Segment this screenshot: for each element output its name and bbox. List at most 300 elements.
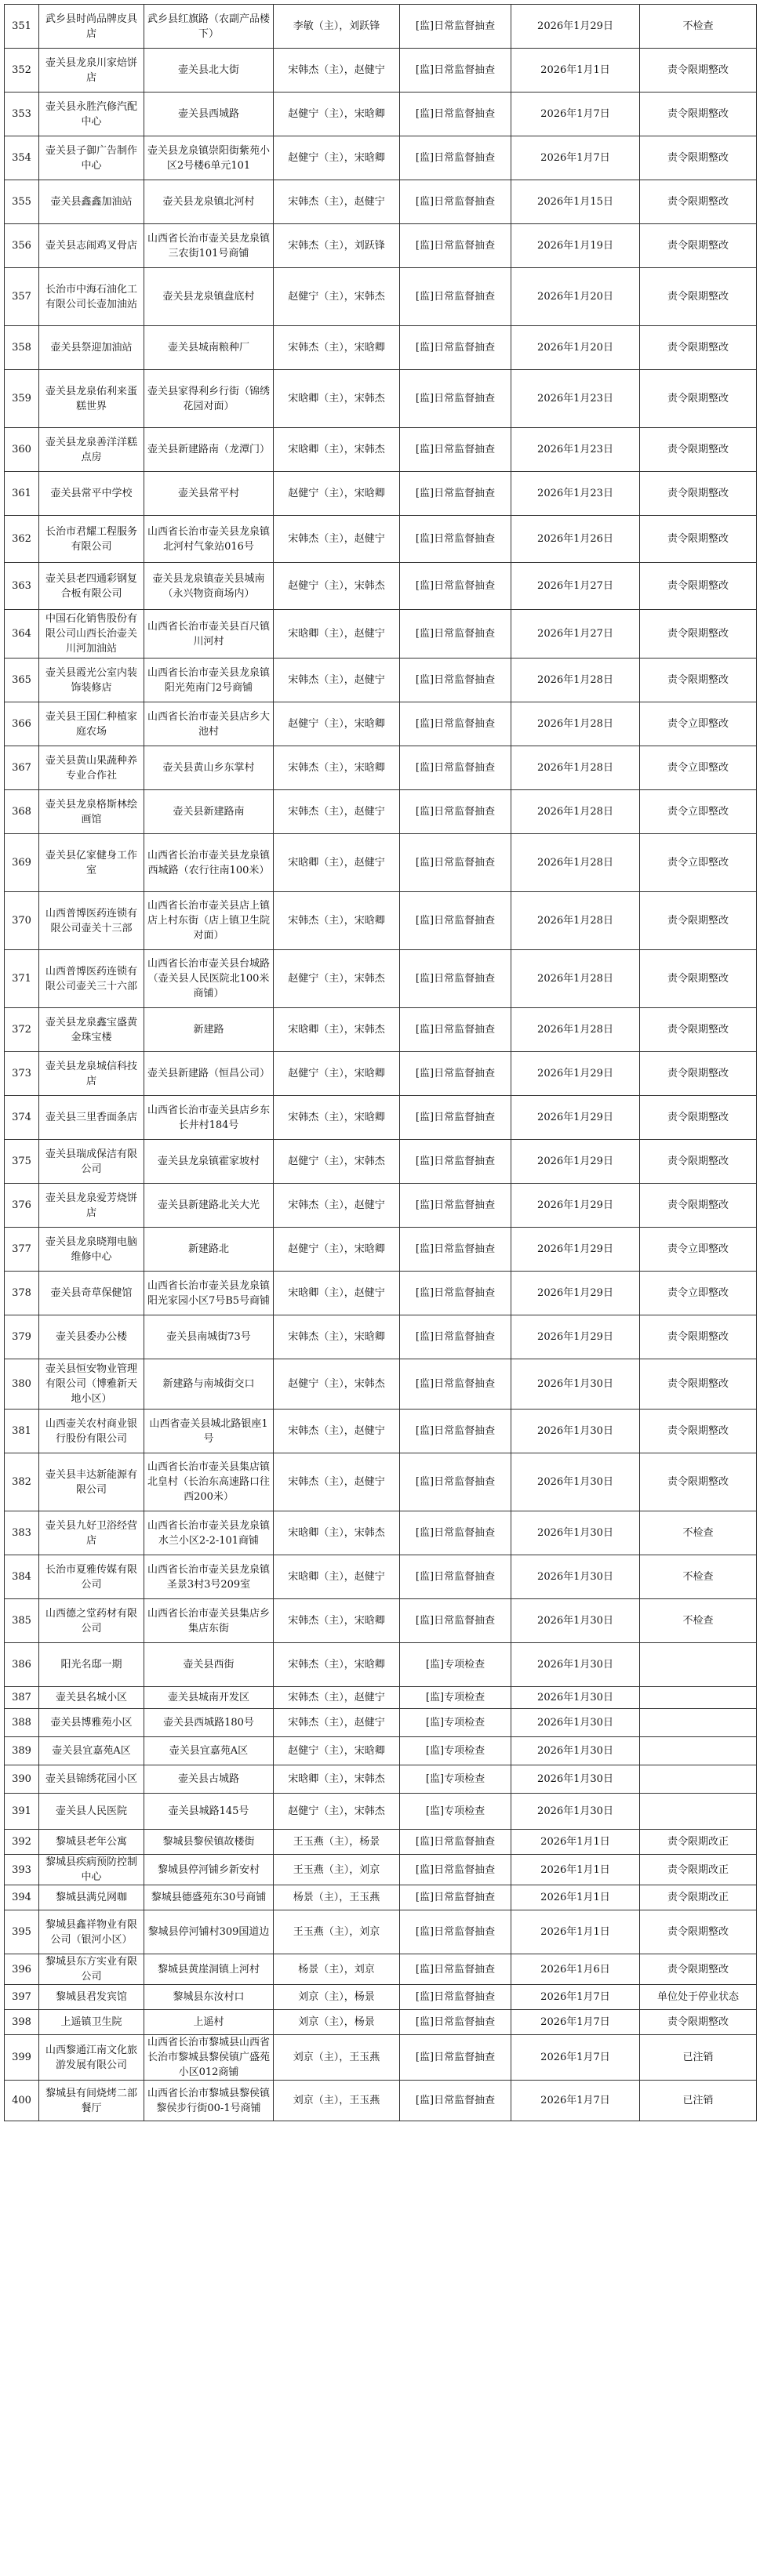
table-row (5, 472, 757, 516)
cell-type: [监]专项检查 (400, 1737, 511, 1765)
cell-name: 壶关县龙泉善洋洋糕点房 (39, 428, 144, 472)
cell-name: 壶关县三里香面条店 (39, 1096, 144, 1140)
cell-index: 367 (5, 746, 39, 790)
cell-name: 长治市夏雅传媒有限公司 (39, 1555, 144, 1599)
cell-date: 2026年1月26日 (511, 516, 640, 563)
cell-type: [监]日常监督抽查 (400, 49, 511, 93)
cell-date: 2026年1月28日 (511, 1008, 640, 1052)
cell-inspectors: 宋韩杰（主），赵健宁 (274, 1184, 400, 1228)
cell-inspectors: 赵健宁（主），宋晗卿 (274, 1228, 400, 1272)
cell-result: 责令立即整改 (640, 834, 757, 892)
cell-result: 责令限期整改 (640, 326, 757, 370)
table-row (5, 1954, 757, 1985)
cell-index: 374 (5, 1096, 39, 1140)
cell-index: 351 (5, 5, 39, 49)
cell-address: 山西省长治市壶关县店上镇店上村东街（店上镇卫生院对面） (144, 892, 274, 950)
cell-name: 壶关县委办公楼 (39, 1315, 144, 1359)
cell-address: 黎城县停河铺村309国道边 (144, 1910, 274, 1954)
cell-address: 黎城县德盛苑东30号商铺 (144, 1885, 274, 1910)
cell-index: 400 (5, 2081, 39, 2121)
cell-result: 责令限期改正 (640, 1885, 757, 1910)
cell-inspectors: 赵健宁（主），宋晗卿 (274, 93, 400, 136)
cell-address: 壶关县西城路 (144, 93, 274, 136)
cell-date: 2026年1月27日 (511, 563, 640, 610)
cell-result: 不检查 (640, 1511, 757, 1555)
cell-inspectors: 宋晗卿（主），宋韩杰 (274, 428, 400, 472)
cell-inspectors: 宋韩杰（主），赵健宁 (274, 659, 400, 702)
cell-inspectors: 宋晗卿（主），赵健宁 (274, 834, 400, 892)
cell-date: 2026年1月23日 (511, 370, 640, 428)
cell-date: 2026年1月30日 (511, 1709, 640, 1737)
cell-address: 壶关县龙泉镇壶关县城南（永兴物资商场内） (144, 563, 274, 610)
table-row (5, 5, 757, 49)
cell-result: 责令限期改正 (640, 1855, 757, 1885)
cell-date: 2026年1月1日 (511, 1885, 640, 1910)
cell-type: [监]日常监督抽查 (400, 472, 511, 516)
cell-address: 壶关县新建路北关大光 (144, 1184, 274, 1228)
table-row (5, 1855, 757, 1885)
cell-address: 新建路 (144, 1008, 274, 1052)
table-row (5, 1453, 757, 1511)
cell-type: [监]日常监督抽查 (400, 1096, 511, 1140)
cell-type: [监]专项检查 (400, 1765, 511, 1794)
cell-address: 壶关县龙泉镇霍家坡村 (144, 1140, 274, 1184)
cell-date: 2026年1月29日 (511, 1096, 640, 1140)
cell-inspectors: 赵健宁（主），宋晗卿 (274, 472, 400, 516)
table-row (5, 2035, 757, 2081)
cell-result: 责令限期整改 (640, 516, 757, 563)
cell-index: 388 (5, 1709, 39, 1737)
cell-date: 2026年1月7日 (511, 93, 640, 136)
cell-address: 山西省长治市壶关县百尺镇川河村 (144, 610, 274, 659)
cell-name: 壶关县祭迎加油站 (39, 326, 144, 370)
cell-inspectors: 宋晗卿（主），宋韩杰 (274, 1008, 400, 1052)
cell-address: 壶关县古城路 (144, 1765, 274, 1794)
table-row (5, 224, 757, 268)
cell-inspectors: 杨景（主），刘京 (274, 1954, 400, 1985)
cell-date: 2026年1月23日 (511, 428, 640, 472)
cell-inspectors: 李敏（主），刘跃锋 (274, 5, 400, 49)
cell-date: 2026年1月28日 (511, 746, 640, 790)
table-row (5, 1228, 757, 1272)
cell-type: [监]日常监督抽查 (400, 1052, 511, 1096)
cell-type: [监]日常监督抽查 (400, 1410, 511, 1453)
cell-name: 壶关县龙泉城信科技店 (39, 1052, 144, 1096)
cell-inspectors: 宋韩杰（主），宋晗卿 (274, 1643, 400, 1687)
cell-result: 责令限期整改 (640, 428, 757, 472)
cell-address: 黎城县黎侯镇故楼街 (144, 1830, 274, 1855)
cell-date: 2026年1月30日 (511, 1555, 640, 1599)
cell-name: 山西普博医药连锁有限公司壶关十三部 (39, 892, 144, 950)
cell-name: 山西壶关农村商业银行股份有限公司 (39, 1410, 144, 1453)
cell-address: 壶关县宜嘉苑A区 (144, 1737, 274, 1765)
cell-name: 黎城县东方实业有限公司 (39, 1954, 144, 1985)
cell-index: 396 (5, 1954, 39, 1985)
table-row (5, 1008, 757, 1052)
cell-name: 壶关县瑞成保洁有限公司 (39, 1140, 144, 1184)
cell-result: 责令立即整改 (640, 746, 757, 790)
cell-result (640, 1709, 757, 1737)
table-row (5, 563, 757, 610)
cell-address: 武乡县红旗路（农副产品楼下） (144, 5, 274, 49)
cell-type: [监]日常监督抽查 (400, 1910, 511, 1954)
cell-address: 新建路北 (144, 1228, 274, 1272)
table-row (5, 1885, 757, 1910)
cell-result (640, 1737, 757, 1765)
cell-type: [监]日常监督抽查 (400, 892, 511, 950)
cell-result: 责令立即整改 (640, 790, 757, 834)
cell-date: 2026年1月28日 (511, 790, 640, 834)
cell-name: 壶关县子御广告制作中心 (39, 136, 144, 180)
cell-inspectors: 宋韩杰（主），刘跃锋 (274, 224, 400, 268)
cell-address: 黎城县停河铺乡新安村 (144, 1855, 274, 1885)
cell-type: [监]日常监督抽查 (400, 1855, 511, 1885)
cell-result: 责令限期整改 (640, 1315, 757, 1359)
cell-inspectors: 宋韩杰（主），宋晗卿 (274, 1096, 400, 1140)
cell-name: 中国石化销售股份有限公司山西长治壶关川河加油站 (39, 610, 144, 659)
cell-result (640, 1643, 757, 1687)
cell-index: 370 (5, 892, 39, 950)
table-row (5, 1052, 757, 1096)
cell-type: [监]日常监督抽查 (400, 1140, 511, 1184)
cell-date: 2026年1月7日 (511, 2035, 640, 2081)
cell-index: 356 (5, 224, 39, 268)
cell-type: [监]日常监督抽查 (400, 1228, 511, 1272)
cell-type: [监]日常监督抽查 (400, 563, 511, 610)
cell-inspectors: 赵健宁（主），宋晗卿 (274, 1737, 400, 1765)
cell-date: 2026年1月29日 (511, 1184, 640, 1228)
cell-date: 2026年1月30日 (511, 1511, 640, 1555)
cell-name: 上遥镇卫生院 (39, 2010, 144, 2035)
cell-name: 壶关县宜嘉苑A区 (39, 1737, 144, 1765)
cell-index: 373 (5, 1052, 39, 1096)
cell-address: 山西省长治市壶关县龙泉镇圣景3村3号209室 (144, 1555, 274, 1599)
cell-date: 2026年1月28日 (511, 892, 640, 950)
cell-result: 不检查 (640, 1555, 757, 1599)
table-row (5, 746, 757, 790)
cell-index: 358 (5, 326, 39, 370)
cell-type: [监]日常监督抽查 (400, 1272, 511, 1315)
cell-result: 责令限期整改 (640, 136, 757, 180)
cell-index: 362 (5, 516, 39, 563)
table-row (5, 1643, 757, 1687)
cell-type: [监]日常监督抽查 (400, 950, 511, 1008)
table-row (5, 1184, 757, 1228)
cell-inspectors: 宋韩杰（主），赵健宁 (274, 180, 400, 224)
cell-type: [监]日常监督抽查 (400, 2035, 511, 2081)
cell-address: 山西省长治市壶关县店乡东长井村184号 (144, 1096, 274, 1140)
table-row (5, 659, 757, 702)
cell-inspectors: 赵健宁（主），宋晗卿 (274, 136, 400, 180)
cell-date: 2026年1月30日 (511, 1453, 640, 1511)
cell-result: 责令限期整改 (640, 224, 757, 268)
cell-index: 366 (5, 702, 39, 746)
cell-index: 357 (5, 268, 39, 326)
table-row (5, 326, 757, 370)
cell-name: 山西德之堂药材有限公司 (39, 1599, 144, 1643)
cell-inspectors: 宋晗卿（主），宋韩杰 (274, 370, 400, 428)
cell-inspectors: 刘京（主），杨景 (274, 2010, 400, 2035)
cell-type: [监]日常监督抽查 (400, 326, 511, 370)
cell-type: [监]日常监督抽查 (400, 1511, 511, 1555)
cell-index: 384 (5, 1555, 39, 1599)
cell-type: [监]日常监督抽查 (400, 610, 511, 659)
cell-result: 责令限期整改 (640, 1453, 757, 1511)
cell-index: 383 (5, 1511, 39, 1555)
cell-address: 山西省长治市壶关县龙泉镇阳光苑南门2号商铺 (144, 659, 274, 702)
cell-inspectors: 赵健宁（主），宋韩杰 (274, 1140, 400, 1184)
cell-inspectors: 王玉燕（主），刘京 (274, 1910, 400, 1954)
cell-type: [监]日常监督抽查 (400, 1555, 511, 1599)
cell-address: 壶关县南城街73号 (144, 1315, 274, 1359)
cell-result: 责令限期整改 (640, 610, 757, 659)
cell-name: 壶关县名城小区 (39, 1687, 144, 1709)
cell-inspectors: 宋晗卿（主），赵健宁 (274, 1272, 400, 1315)
cell-result: 责令限期整改 (640, 563, 757, 610)
cell-name: 黎城县满兑网咖 (39, 1885, 144, 1910)
cell-date: 2026年1月29日 (511, 1272, 640, 1315)
table-row (5, 93, 757, 136)
cell-result: 责令限期整改 (640, 1184, 757, 1228)
cell-date: 2026年1月19日 (511, 224, 640, 268)
cell-result: 责令限期整改 (640, 180, 757, 224)
cell-inspectors: 宋韩杰（主），宋晗卿 (274, 892, 400, 950)
cell-name: 壶关县亿家健身工作室 (39, 834, 144, 892)
cell-address: 壶关县龙泉镇盘底村 (144, 268, 274, 326)
cell-index: 379 (5, 1315, 39, 1359)
table-row (5, 790, 757, 834)
cell-inspectors: 刘京（主），杨景 (274, 1985, 400, 2010)
cell-result: 责令限期整改 (640, 49, 757, 93)
cell-date: 2026年1月30日 (511, 1643, 640, 1687)
cell-type: [监]日常监督抽查 (400, 370, 511, 428)
table-row (5, 1410, 757, 1453)
table-row (5, 1830, 757, 1855)
table-row (5, 1555, 757, 1599)
table-row (5, 1794, 757, 1830)
cell-date: 2026年1月29日 (511, 1315, 640, 1359)
table-row (5, 1599, 757, 1643)
cell-type: [监]专项检查 (400, 1709, 511, 1737)
cell-type: [监]日常监督抽查 (400, 1599, 511, 1643)
cell-result: 责令立即整改 (640, 1272, 757, 1315)
cell-index: 393 (5, 1855, 39, 1885)
cell-inspectors: 杨景（主），王玉燕 (274, 1885, 400, 1910)
cell-type: [监]日常监督抽查 (400, 834, 511, 892)
cell-result: 责令限期整改 (640, 472, 757, 516)
table-row (5, 1511, 757, 1555)
cell-address: 山西省长治市壶关县龙泉镇北河村气象站016号 (144, 516, 274, 563)
cell-type: [监]日常监督抽查 (400, 224, 511, 268)
cell-name: 长治市中海石油化工有限公司长壶加油站 (39, 268, 144, 326)
cell-inspectors: 宋韩杰（主），赵健宁 (274, 790, 400, 834)
table-row (5, 370, 757, 428)
cell-index: 389 (5, 1737, 39, 1765)
cell-date: 2026年1月30日 (511, 1687, 640, 1709)
cell-index: 378 (5, 1272, 39, 1315)
cell-type: [监]日常监督抽查 (400, 1885, 511, 1910)
cell-address: 山西省长治市壶关县龙泉镇三农街101号商铺 (144, 224, 274, 268)
cell-inspectors: 赵健宁（主），宋晗卿 (274, 1052, 400, 1096)
cell-address: 壶关县龙泉镇北河村 (144, 180, 274, 224)
cell-index: 386 (5, 1643, 39, 1687)
cell-result (640, 1794, 757, 1830)
cell-result: 责令限期整改 (640, 268, 757, 326)
cell-date: 2026年1月20日 (511, 268, 640, 326)
table-row (5, 834, 757, 892)
cell-inspectors: 宋晗卿（主），宋韩杰 (274, 1765, 400, 1794)
cell-date: 2026年1月28日 (511, 702, 640, 746)
cell-address: 壶关县西城路180号 (144, 1709, 274, 1737)
table-row (5, 1272, 757, 1315)
cell-date: 2026年1月30日 (511, 1359, 640, 1410)
cell-type: [监]日常监督抽查 (400, 702, 511, 746)
cell-inspectors: 宋韩杰（主），宋晗卿 (274, 326, 400, 370)
cell-name: 壶关县老四通彩钢复合板有限公司 (39, 563, 144, 610)
cell-type: [监]日常监督抽查 (400, 1315, 511, 1359)
cell-name: 壶关县霞光公室内装饰装修店 (39, 659, 144, 702)
cell-index: 352 (5, 49, 39, 93)
cell-address: 山西省长治市壶关县集店乡集店东街 (144, 1599, 274, 1643)
table-row (5, 1765, 757, 1794)
cell-date: 2026年1月30日 (511, 1765, 640, 1794)
cell-name: 壶关县龙泉格斯林绘画馆 (39, 790, 144, 834)
cell-result: 责令限期整改 (640, 2010, 757, 2035)
cell-result (640, 1765, 757, 1794)
cell-inspectors: 宋韩杰（主），宋晗卿 (274, 1599, 400, 1643)
cell-index: 392 (5, 1830, 39, 1855)
cell-address: 新建路与南城街交口 (144, 1359, 274, 1410)
table-row (5, 610, 757, 659)
cell-inspectors: 宋晗卿（主），赵健宁 (274, 1555, 400, 1599)
cell-address: 壶关县黄山乡东掌村 (144, 746, 274, 790)
cell-index: 385 (5, 1599, 39, 1643)
cell-index: 376 (5, 1184, 39, 1228)
cell-date: 2026年1月28日 (511, 659, 640, 702)
cell-address: 壶关县新建路（恒昌公司） (144, 1052, 274, 1096)
cell-result: 责令限期整改 (640, 950, 757, 1008)
cell-name: 黎城县君发宾馆 (39, 1985, 144, 2010)
cell-name: 山西普博医药连锁有限公司壶关三十六部 (39, 950, 144, 1008)
cell-date: 2026年1月29日 (511, 1228, 640, 1272)
cell-address: 山西省长治市黎城县山西省长治市黎城县黎侯镇广盛苑小区012商铺 (144, 2035, 274, 2081)
cell-date: 2026年1月7日 (511, 2081, 640, 2121)
cell-result: 责令限期整改 (640, 659, 757, 702)
table-row (5, 516, 757, 563)
cell-address: 山西省长治市壶关县龙泉镇阳光家园小区7号B5号商铺 (144, 1272, 274, 1315)
cell-index: 360 (5, 428, 39, 472)
cell-date: 2026年1月7日 (511, 136, 640, 180)
cell-type: [监]日常监督抽查 (400, 1359, 511, 1410)
cell-date: 2026年1月30日 (511, 1794, 640, 1830)
cell-date: 2026年1月29日 (511, 5, 640, 49)
table-row (5, 1985, 757, 2010)
cell-index: 399 (5, 2035, 39, 2081)
cell-type: [监]日常监督抽查 (400, 1985, 511, 2010)
table-row (5, 2081, 757, 2121)
cell-result: 不检查 (640, 1599, 757, 1643)
cell-name: 壶关县丰达新能源有限公司 (39, 1453, 144, 1511)
cell-type: [监]专项检查 (400, 1687, 511, 1709)
cell-index: 354 (5, 136, 39, 180)
cell-inspectors: 赵健宁（主），宋韩杰 (274, 268, 400, 326)
cell-index: 377 (5, 1228, 39, 1272)
table-row (5, 180, 757, 224)
cell-index: 390 (5, 1765, 39, 1794)
cell-index: 369 (5, 834, 39, 892)
cell-date: 2026年1月29日 (511, 1140, 640, 1184)
cell-index: 398 (5, 2010, 39, 2035)
table-row (5, 892, 757, 950)
cell-name: 壶关县博雅苑小区 (39, 1709, 144, 1737)
cell-name: 壶关县奇草保健馆 (39, 1272, 144, 1315)
cell-result: 责令限期整改 (640, 370, 757, 428)
cell-name: 山西黎通江南文化旅游发展有限公司 (39, 2035, 144, 2081)
table-row (5, 49, 757, 93)
cell-address: 壶关县家得利乡行街（锦绣花园对面） (144, 370, 274, 428)
cell-inspectors: 宋韩杰（主），赵健宁 (274, 516, 400, 563)
cell-inspectors: 刘京（主），王玉燕 (274, 2035, 400, 2081)
cell-type: [监]日常监督抽查 (400, 790, 511, 834)
cell-date: 2026年1月1日 (511, 1855, 640, 1885)
cell-inspectors: 赵健宁（主），宋韩杰 (274, 563, 400, 610)
cell-result (640, 1687, 757, 1709)
cell-date: 2026年1月1日 (511, 49, 640, 93)
cell-date: 2026年1月6日 (511, 1954, 640, 1985)
cell-result: 责令限期整改 (640, 1910, 757, 1954)
cell-type: [监]日常监督抽查 (400, 659, 511, 702)
cell-date: 2026年1月1日 (511, 1910, 640, 1954)
cell-name: 壶关县常平中学校 (39, 472, 144, 516)
cell-result: 责令限期整改 (640, 1052, 757, 1096)
cell-type: [监]日常监督抽查 (400, 136, 511, 180)
cell-index: 395 (5, 1910, 39, 1954)
cell-type: [监]日常监督抽查 (400, 1008, 511, 1052)
cell-inspectors: 赵健宁（主），宋晗卿 (274, 702, 400, 746)
table-body (5, 5, 757, 2121)
cell-inspectors: 王玉燕（主），刘京 (274, 1855, 400, 1885)
cell-result: 责令限期整改 (640, 93, 757, 136)
cell-date: 2026年1月1日 (511, 1830, 640, 1855)
cell-index: 381 (5, 1410, 39, 1453)
cell-address: 山西省长治市壶关县店乡大池村 (144, 702, 274, 746)
cell-name: 阳光名邸一期 (39, 1643, 144, 1687)
inspection-table (4, 4, 757, 2121)
cell-name: 长治市君耀工程服务有限公司 (39, 516, 144, 563)
cell-inspectors: 宋韩杰（主），赵健宁 (274, 1687, 400, 1709)
cell-address: 山西省壶关县城北路银座1号 (144, 1410, 274, 1453)
table-row (5, 428, 757, 472)
cell-date: 2026年1月7日 (511, 2010, 640, 2035)
cell-date: 2026年1月15日 (511, 180, 640, 224)
cell-index: 394 (5, 1885, 39, 1910)
cell-inspectors: 王玉燕（主），杨景 (274, 1830, 400, 1855)
cell-index: 368 (5, 790, 39, 834)
table-row (5, 1315, 757, 1359)
cell-type: [监]日常监督抽查 (400, 1954, 511, 1985)
cell-date: 2026年1月30日 (511, 1599, 640, 1643)
cell-inspectors: 宋韩杰（主），赵健宁 (274, 1709, 400, 1737)
cell-date: 2026年1月30日 (511, 1410, 640, 1453)
cell-result: 责令限期改正 (640, 1830, 757, 1855)
cell-address: 山西省长治市壶关县龙泉镇水兰小区2-2-101商铺 (144, 1511, 274, 1555)
cell-type: [监]日常监督抽查 (400, 2010, 511, 2035)
cell-inspectors: 刘京（主），王玉燕 (274, 2081, 400, 2121)
cell-name: 黎城县有间烧烤二部餐厅 (39, 2081, 144, 2121)
cell-result: 责令立即整改 (640, 702, 757, 746)
cell-address: 壶关县城南开发区 (144, 1687, 274, 1709)
cell-type: [监]日常监督抽查 (400, 268, 511, 326)
